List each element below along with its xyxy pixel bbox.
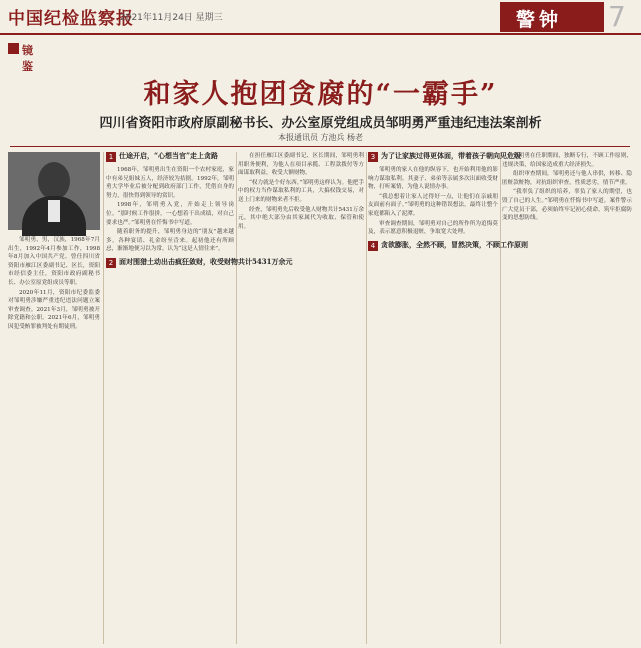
paragraph: 审查调查期间，邹明勇对自己的所作所为追悔莫及，表示愿意积极退赃，争取宽大处理。 bbox=[368, 220, 498, 236]
column-tag-label: 镜鉴 bbox=[22, 44, 33, 73]
bio-column bbox=[8, 236, 100, 642]
column-divider bbox=[366, 152, 367, 644]
portrait-head-icon bbox=[38, 162, 70, 200]
paragraph: 经查，邹明勇先后收受他人财物共计5431万余元，其中绝大部分由其家属代为收取、保管和使用。 bbox=[238, 206, 364, 230]
column-divider bbox=[103, 152, 104, 644]
masthead bbox=[0, 0, 641, 34]
section-title: 为了让家族过得更体面，带着孩子朝向见危级 bbox=[381, 151, 521, 160]
paragraph: 在担任雁江区委副书记、区长期间，邹明勇利用职务便利，为他人在项目承揽、工程款拨付等方面谋取利益，收受大额财物。 bbox=[238, 153, 364, 177]
column-divider bbox=[500, 152, 501, 644]
issue-date: 2021年11月24日 星期三 bbox=[120, 13, 223, 23]
headline-rule bbox=[10, 146, 630, 147]
paragraph: 组织审查期间，邹明勇还与他人串供，转移、隐匿赃款赃物，对抗组织审查，性质恶劣，情节严重。 bbox=[502, 171, 632, 186]
article-column-2 bbox=[238, 152, 364, 644]
section-title: 面对围猎土动出击疯狂敛财，收受财物共计5431万余元 bbox=[119, 256, 293, 266]
section-name: 警钟 bbox=[516, 9, 563, 31]
bio-paragraph: 邹明勇，男，汉族，1968年7月出生，1992年4月参加工作，1998年8月加入中国共产党。曾任四川省资阳市雁江区委副书记、区长，资阳市经信委主任，资阳市政府副秘书长、办公室原党组成员等职。 bbox=[8, 237, 100, 286]
top-rule bbox=[0, 33, 641, 35]
paragraph: 邹明勇在任职期间，独断专行，不顾工作原则，违规决策，给国家造成重大经济损失。 bbox=[502, 153, 632, 168]
paragraph: “我辜负了组织的培养，辜负了家人的期望，也毁了自己的人生。”邹明勇在忏悔书中写道。案件警示广大党员干部，必须始终牢记初心使命，筑牢拒腐防变的思想防线。 bbox=[502, 189, 632, 222]
byline: 本报通讯员 方池兵 杨老 bbox=[277, 133, 364, 142]
square-marker-icon bbox=[8, 43, 19, 54]
section-number: 1 bbox=[106, 152, 116, 162]
paragraph: 1968年，邹明勇出生在资阳一个农村家庭，家中有弟兄姐妹五人，经济较为拮据。1992年，邹明勇大学毕业后被分配到政府部门工作，凭借自身的努力，很快得到领导的赏识。 bbox=[106, 167, 234, 199]
section-number: 3 bbox=[368, 152, 378, 162]
headline: 和家人抱团贪腐的“一霸手” bbox=[143, 79, 498, 110]
article-column-1 bbox=[106, 151, 293, 644]
paper-name: 中国纪检监察报 bbox=[8, 9, 134, 29]
article-column-4 bbox=[502, 152, 632, 644]
portrait-photo bbox=[8, 152, 100, 230]
paragraph: “我总想着让家人过得好一点，让他们在亲戚朋友面前有面子。”邹明勇的这种错误想法，最终让整个家庭都陷入了泥潭。 bbox=[368, 193, 498, 217]
paragraph: 随着职务的提升，邹明勇身边的“朋友”越来越多，各种宴请、礼金纷至沓来。起初他还有所顾忌，渐渐地便习以为常，认为“这是人情往来”。 bbox=[106, 229, 234, 253]
paragraph: 1998年，邹明勇入党，开始走上领导岗位。“那时候工作很拼，一心想着干出成绩，对自己要求也严。”邹明勇在忏悔书中写道。 bbox=[106, 202, 234, 226]
article-column-3 bbox=[368, 151, 528, 644]
paragraph: “权力就是个好东西。”邹明勇这样认为。他把手中的权力当作谋取私利的工具，大搞权钱交易，对送上门来的财物来者不拒。 bbox=[238, 179, 364, 203]
subheadline: 四川省资阳市政府原副秘书长、办公室原党组成员邹明勇严重违纪违法案剖析 bbox=[99, 116, 542, 131]
page-number: 7 bbox=[608, 0, 626, 33]
paragraph: 邹明勇的家人在他的纵容下，也开始利用他的影响力谋取私利。其妻子、弟弟等亲属多次出面收受财物，打听案情，为他人说情办事。 bbox=[368, 167, 498, 191]
bio-paragraph: 2020年11月，资阳市纪委监委对邹明勇涉嫌严重违纪违法问题立案审查调查。2021年3月，邹明勇被开除党籍和公职。2021年6月，邹明勇因犯受贿罪被判处有期徒刑。 bbox=[8, 289, 100, 330]
section-title: 贪欲膨胀，全然不顾，冒然决策，不顾工作原则 bbox=[381, 239, 528, 249]
column-divider bbox=[236, 152, 237, 644]
section-number: 4 bbox=[368, 241, 378, 251]
section-number: 2 bbox=[106, 258, 116, 268]
portrait-collar-icon bbox=[48, 200, 60, 222]
section-banner bbox=[500, 2, 604, 32]
section-title: 仕途开启，“心想当官”走上贪路 bbox=[119, 151, 219, 160]
